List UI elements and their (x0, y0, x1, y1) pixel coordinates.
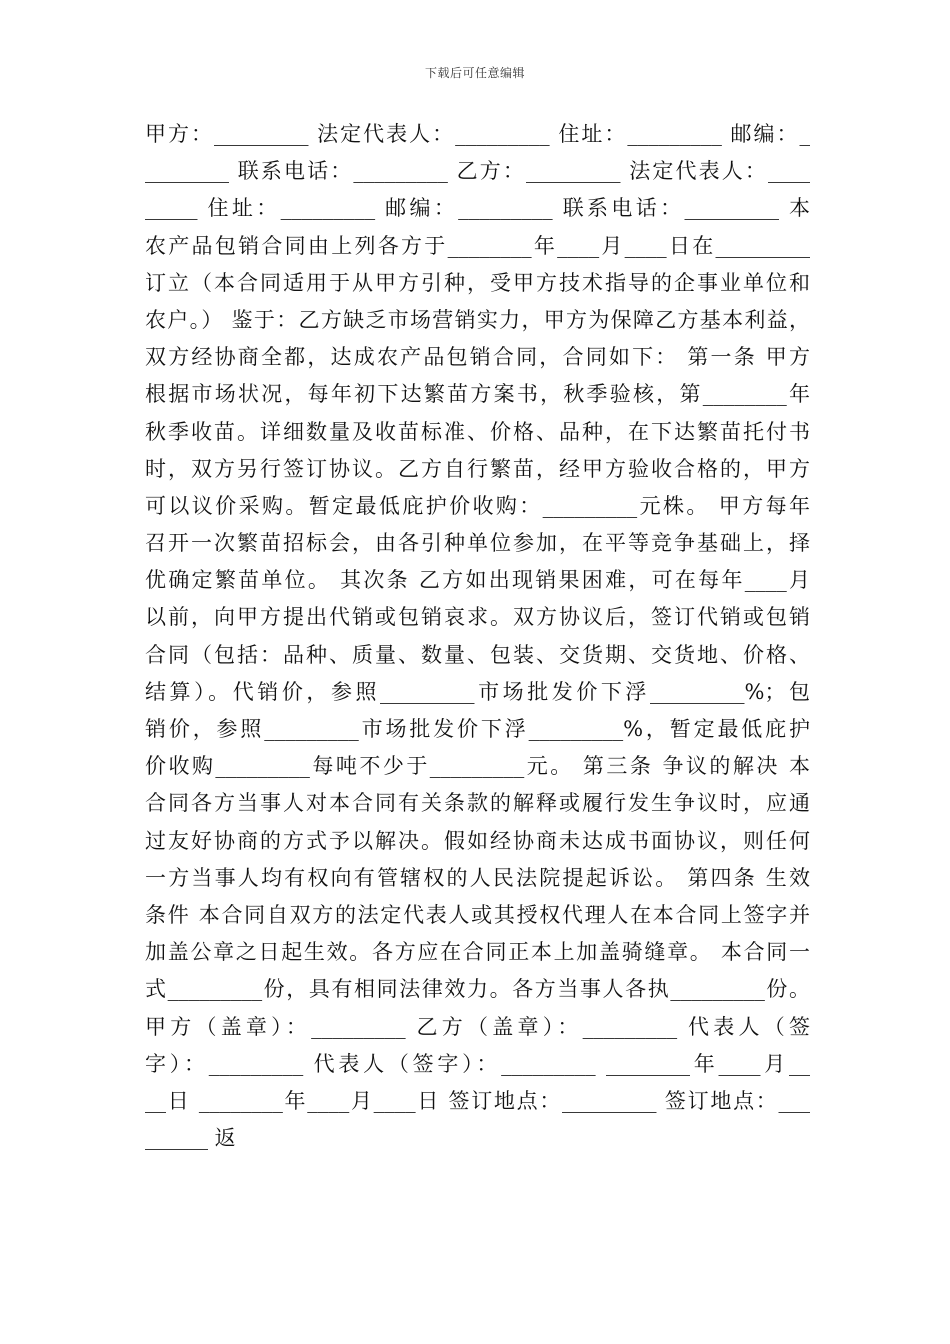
body-line-26: 字）：_________ 代表人（签字）：_________ ________年____月__ (145, 1051, 810, 1076)
body-line-13: 优确定繁苗单位。 其次条 乙方如出现销果困难，可在每年____月 (145, 568, 810, 593)
body-line-9: 秋季收苗。详细数量及收苗标准、价格、品种，在下达繁苗托付书 (145, 419, 810, 444)
body-line-11: 可以议价采购。暂定最低庇护价收购：_________元株。 甲方每年 (145, 493, 810, 518)
body-line-8: 根据市场状况，每年初下达繁苗方案书，秋季验核，第________年 (145, 382, 810, 407)
body-line-16: 结算）。代销价，参照_________市场批发价下浮_________%；包 (145, 679, 810, 704)
body-line-19: 合同各方当事人对本合同有关条款的解释或履行发生争议时，应通 (145, 791, 810, 816)
body-line-12: 召开一次繁苗招标会，由各引种单位参加，在平等竞争基础上，择 (145, 531, 810, 556)
body-line-28: ______ 返 (145, 1126, 236, 1151)
body-line-10: 时，双方另行签订协议。乙方自行繁苗，经甲方验收合格的，甲方 (145, 456, 810, 481)
body-line-15: 合同（包括：品种、质量、数量、包装、交货期、交货地、价格、 (145, 642, 810, 667)
body-line-6: 农户。） 鉴于：乙方缺乏市场营销实力，甲方为保障乙方基本利益， (145, 307, 810, 332)
body-line-23: 加盖公章之日起生效。各方应在合同正本上加盖骑缝章。 本合同一 (145, 940, 810, 965)
contract-body (145, 116, 810, 1157)
body-line-7: 双方经协商全都，达成农产品包销合同，合同如下： 第一条 甲方 (145, 345, 810, 370)
body-line-4: 农产品包销合同由上列各方于________年____月____日在_________ (145, 233, 810, 258)
body-line-20: 过友好协商的方式予以解决。假如经协商未达成书面协议，则任何 (145, 828, 810, 853)
body-line-18: 价收购_________每吨不少于_________元。 第三条 争议的解决 本 (145, 754, 810, 779)
body-line-17: 销价，参照_________市场批发价下浮_________%，暂定最低庇护 (145, 717, 810, 741)
body-line-22: 条件 本合同自双方的法定代表人或其授权代理人在本合同上签字并 (145, 902, 810, 927)
body-line-24: 式_________份，具有相同法律效力。各方当事人各执_________份。 (145, 977, 810, 1002)
body-line-14: 以前，向甲方提出代销或包销哀求。双方协议后，签订代销或包销 (145, 605, 810, 630)
body-line-1: 甲方：_________ 法定代表人：_________ 住址：_________ 邮编：_ (145, 122, 810, 146)
body-line-21: 一方当事人均有权向有管辖权的人民法院提起诉讼。 第四条 生效 (145, 865, 810, 890)
body-line-27: __日 ________年____月____日 签订地点：_________ 签订地点：___ (145, 1088, 810, 1113)
body-line-3: _____ 住址：_________ 邮编：_________ 联系电话：_________ 本 (145, 196, 810, 221)
page-header-note: 下载后可任意编辑 (424, 66, 525, 80)
body-line-2: ________ 联系电话：_________ 乙方：_________ 法定代表人：____ (145, 159, 810, 184)
body-line-25: 甲方（盖章）：_________ 乙方（盖章）：_________ 代表人（签 (145, 1014, 810, 1039)
body-line-5: 订立（本合同适用于从甲方引种，受甲方技术指导的企事业单位和 (145, 270, 810, 295)
